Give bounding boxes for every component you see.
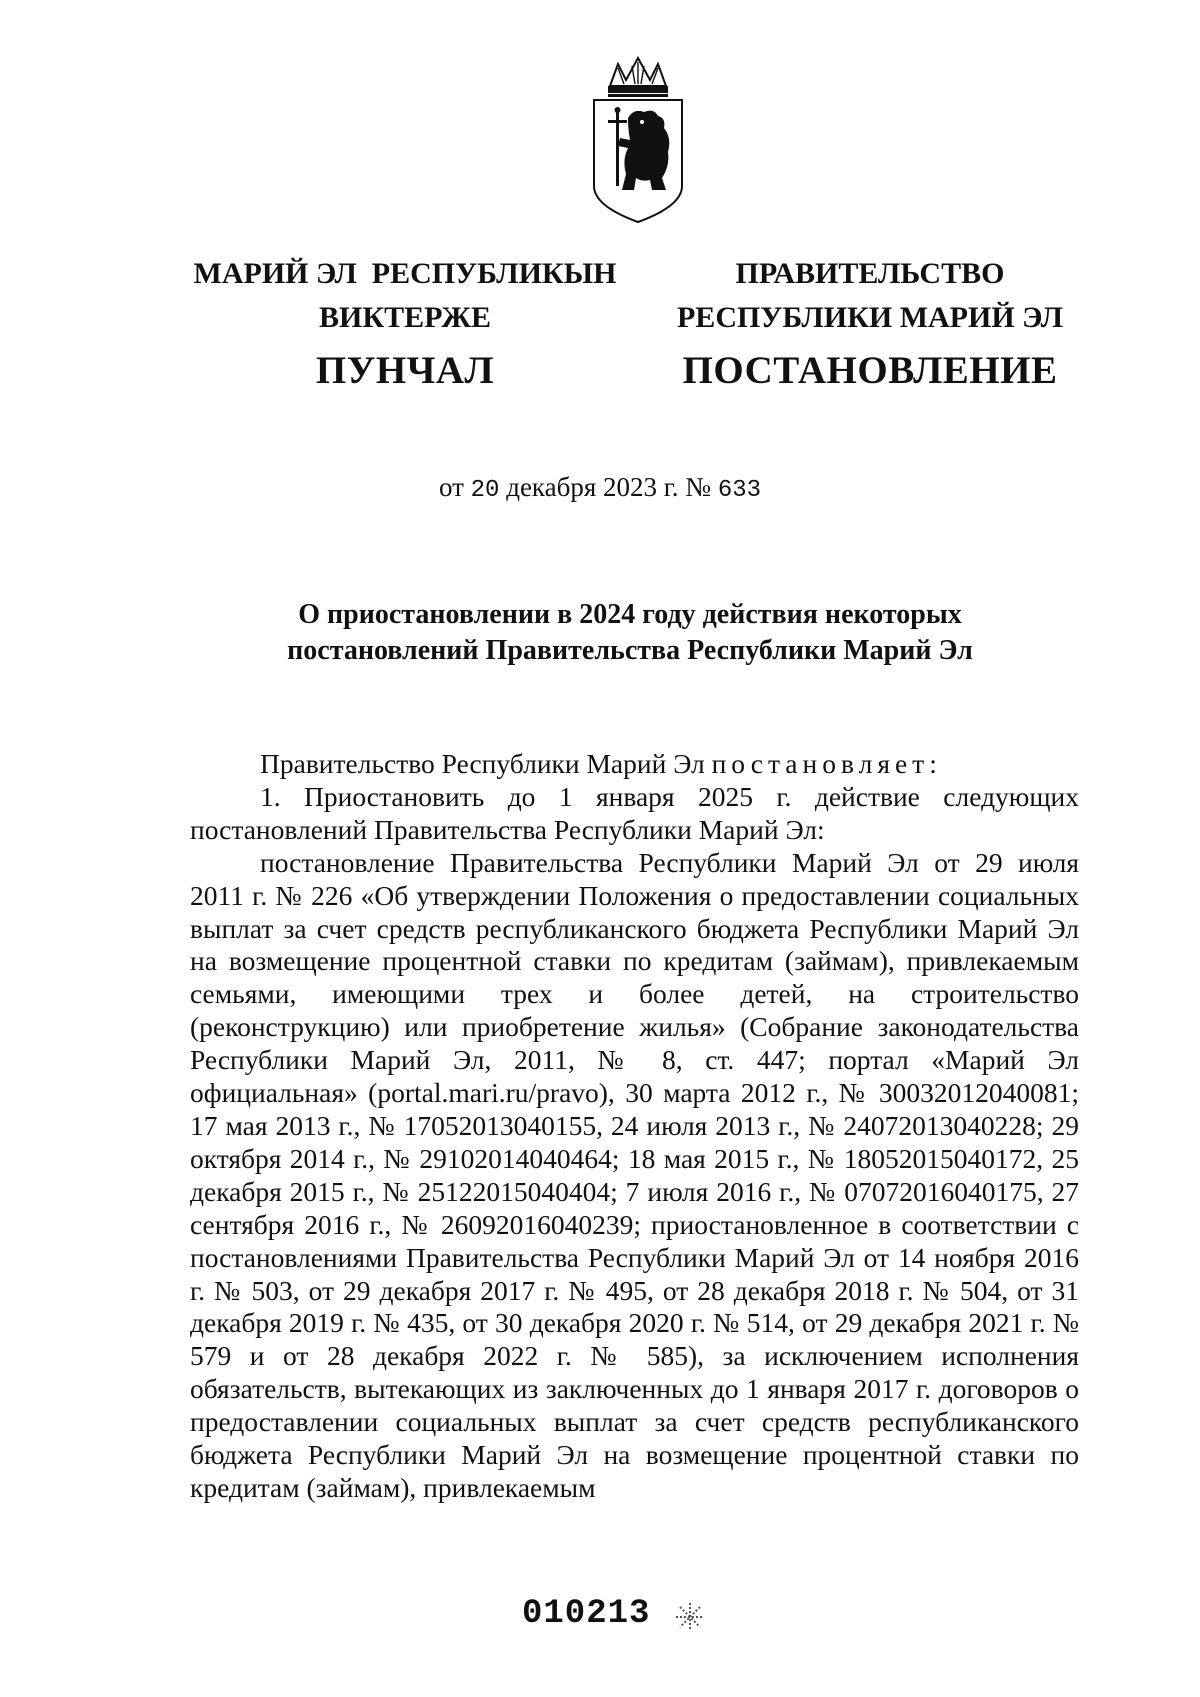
- date-day: 20: [470, 477, 500, 504]
- header-left-line1: МАРИЙ ЭЛ РЕСПУБЛИКЫН: [193, 257, 617, 290]
- header-right-block: [665, 252, 1075, 396]
- title-line-2: постановлений Правительства Республики Марий Эл: [287, 635, 973, 666]
- intro-paragraph: [190, 748, 1079, 781]
- coat-of-arms-emblem: [588, 56, 688, 224]
- header-right-doc-type: ПОСТАНОВЛЕНИЕ: [682, 349, 1058, 392]
- decorative-star-icon: [672, 1599, 708, 1635]
- date-prefix: от: [438, 472, 464, 502]
- header-left-line2: ВИКТЕРЖЕ: [318, 301, 492, 334]
- date-month-year: декабря 2023 г. №: [506, 472, 712, 502]
- header-right-line2: РЕСПУБЛИКИ МАРИЙ ЭЛ: [676, 301, 1063, 334]
- title-line-1: О приостановлении в 2024 году действия некоторых: [298, 599, 962, 630]
- serial-number: 010213: [522, 1595, 651, 1633]
- intro-verb: постановляет:: [711, 748, 942, 779]
- header-left-block: [185, 252, 625, 396]
- document-title: [180, 597, 1080, 669]
- body-paragraph-2: постановление Правительства Республики Марий Эл от 29 июля 2011 г. № 226 «Об утверждении Положения о предоставлении социальных выплат за счет средств республиканского бюджета Республики Марий Эл на возмещение процентной ставки по кредитам (займам), привлекаемым семьями, имеющими трех и более детей, на строительство (реконструкцию) или приобретение жилья» (Собрание законодательства Республики Марий Эл, 2011, № 8, ст. 447; портал «Марий Эл официальная» (portal.mari.ru/pravo), 30 марта 2012 г., № 30032012040081; 17 мая 2013 г., № 17052013040155, 24 июля 2013 г., № 24072013040228; 29 октября 2014 г., № 29102014040464; 18 мая 2015 г., № 18052015040172, 25 декабря 2015 г., № 25122015040404; 7 июля 2016 г., № 07072016040175, 27 сентября 2016 г., № 26092016040239; приостановленное в соответствии с постановлениями Правительства Республики Марий Эл от 14 ноября 2016 г. № 503, от 29 декабря 2017 г. № 495, от 28 декабря 2018 г. № 504, от 31 декабря 2019 г. № 435, от 30 декабря 2020 г. № 514, от 29 декабря 2021 г. № 579 и от 28 декабря 2022 г. № 585), за исключением исполнения обязательств, вытекающих из заключенных до 1 января 2017 г. договоров о предоставлении социальных выплат за счет средств республиканского бюджета Республики Марий Эл на возмещение процентной ставки по кредитам (займам), привлекаемым: [190, 846, 1079, 1503]
- header-right-line1: ПРАВИТЕЛЬСТВО: [735, 257, 1005, 290]
- body-paragraph-1: 1. Приостановить до 1 января 2025 г. действие следующих постановлений Правительства Республики Марий Эл:: [190, 780, 1079, 845]
- header-left-doc-type: ПУНЧАЛ: [315, 349, 495, 392]
- document-body: [190, 748, 1079, 1505]
- document-number: 633: [717, 477, 762, 504]
- intro-lead: Правительство Республики Марий Эл: [260, 748, 705, 779]
- document-date-line: [0, 470, 1200, 508]
